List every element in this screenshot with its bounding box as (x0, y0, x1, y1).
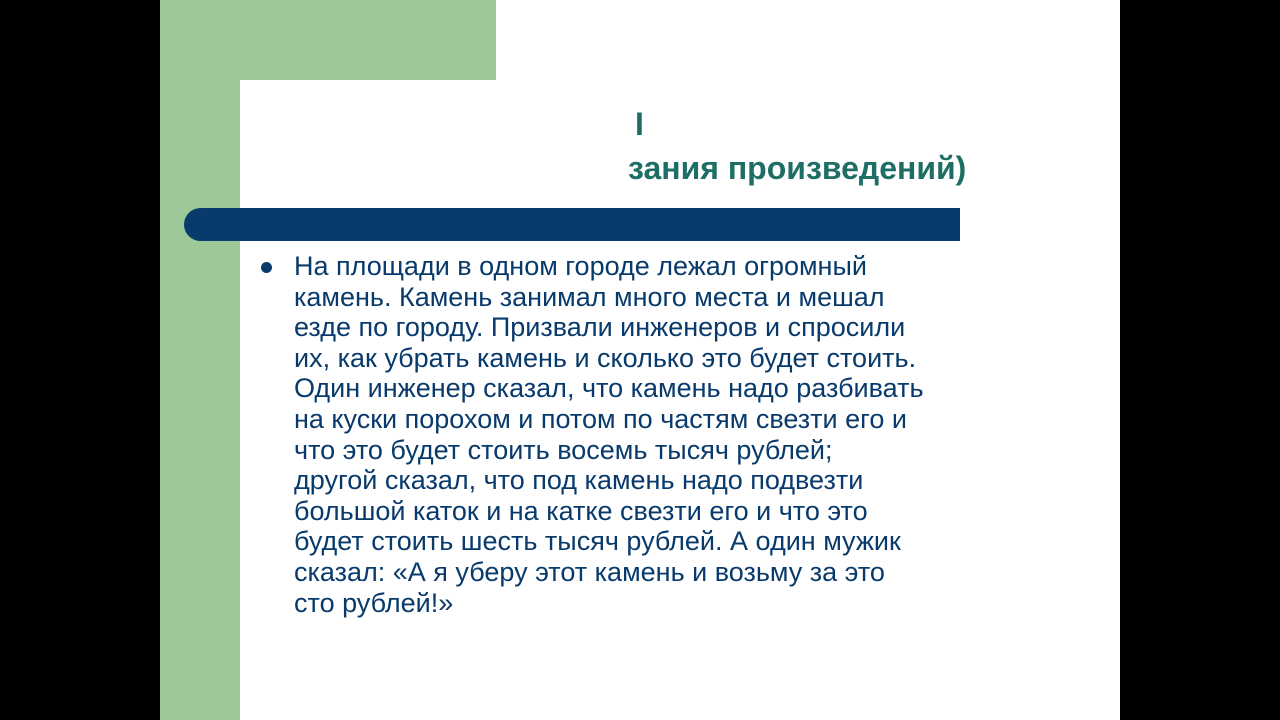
list-item (258, 251, 1048, 618)
body-line: сто рублей!» (294, 587, 454, 618)
body-line: на куски порохом и потом по частям свезти его и (294, 403, 907, 434)
green-side-band (160, 0, 240, 720)
presentation-slide (160, 0, 1120, 720)
body-line: большой каток и на катке свезти его и что это (294, 495, 868, 526)
body-line: На площади в одном городе лежал огромный (294, 251, 867, 281)
body-line: что это будет стоить восемь тысяч рублей; (294, 434, 833, 465)
body-line: сказал: «А я уберу этот камень и возьму за это (294, 556, 885, 587)
bullet-list (258, 251, 1048, 618)
slide-title (240, 96, 1120, 192)
bullet-dot-icon (261, 262, 272, 273)
slide-title-line-1: I (635, 106, 644, 142)
body-line: камень. Камень занимал много места и мешал (294, 281, 885, 312)
body-line: Один инженер сказал, что камень надо разбивать (294, 373, 924, 404)
body-paragraph (294, 251, 1048, 618)
slide-title-line-2: зания произведений) (628, 150, 967, 186)
green-top-band (160, 0, 496, 80)
body-line: их, как убрать камень и сколько это будет стоить. (294, 342, 917, 373)
body-line: езде по городу. Призвали инженеров и спросили (294, 312, 906, 343)
title-divider-bar (184, 208, 960, 241)
body-line: другой сказал, что под камень надо подвезти (294, 465, 864, 496)
body-line: будет стоить шесть тысяч рублей. А один мужик (294, 526, 901, 557)
